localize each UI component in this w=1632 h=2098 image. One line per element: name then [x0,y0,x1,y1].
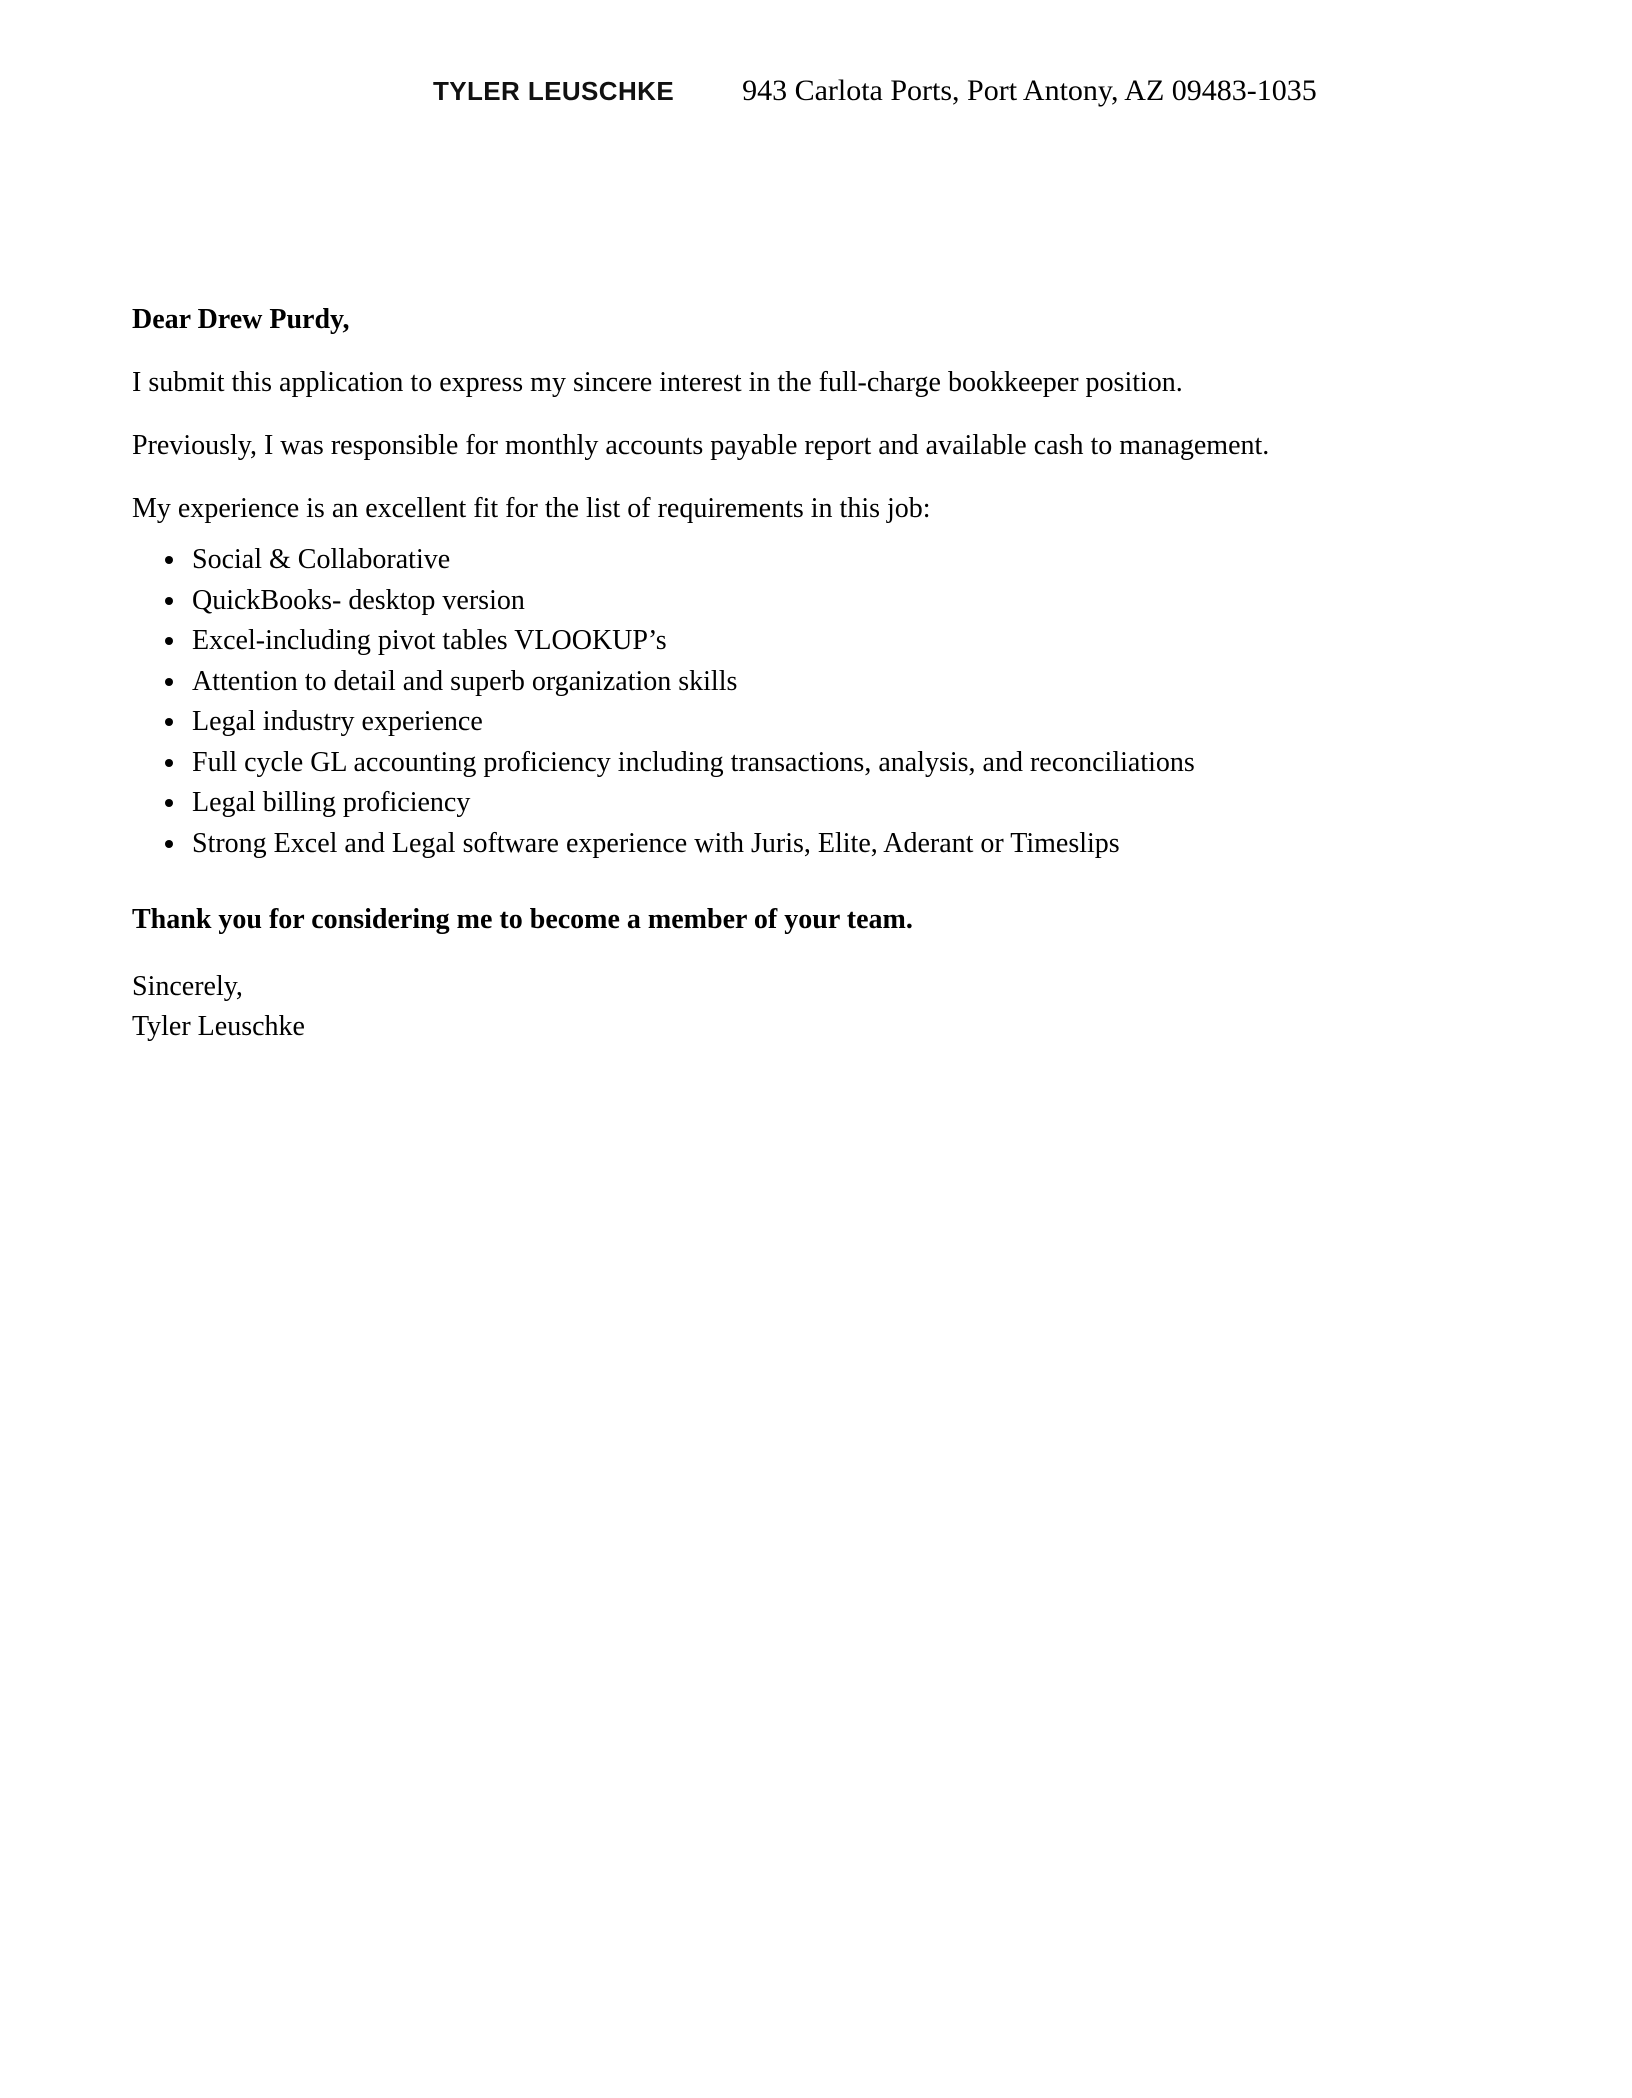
requirement-item: • Legal industry experience [188,702,1522,743]
requirement-item: • Excel-including pivot tables VLOOKUP’s [188,621,1522,662]
letterhead-name: TYLER LEUSCHKE [433,76,675,106]
letter-body [132,300,1522,1047]
closing-statement: Thank you for considering me to become a member of your team. [132,904,913,935]
signature-block [132,967,1522,1047]
requirement-item: • Attention to detail and superb organization skills [188,662,1522,703]
requirement-item: • Full cycle GL accounting proficiency including transactions, analysis, and reconciliations [188,743,1522,784]
requirements-list [132,540,1522,864]
signoff: Sincerely, [132,971,243,1002]
requirement-item: • QuickBooks- desktop version [188,581,1522,622]
paragraph-experience: Previously, I was responsible for monthly accounts payable report and available cash to management. [132,430,1270,461]
paragraph-intro: I submit this application to express my sincere interest in the full-charge bookkeeper position. [132,367,1183,398]
letterhead [433,74,1317,108]
paragraph-requirements-lead: My experience is an excellent fit for the list of requirements in this job: [132,493,931,524]
requirement-item: • Legal billing proficiency [188,783,1522,824]
requirement-item: • Social & Collaborative [188,540,1522,581]
requirement-item: • Strong Excel and Legal software experience with Juris, Elite, Aderant or Timeslips [188,824,1522,865]
salutation: Dear Drew Purdy, [132,304,350,335]
signature-name: Tyler Leuschke [132,1011,305,1042]
letterhead-address: 943 Carlota Ports, Port Antony, AZ 09483-1035 [742,74,1317,107]
